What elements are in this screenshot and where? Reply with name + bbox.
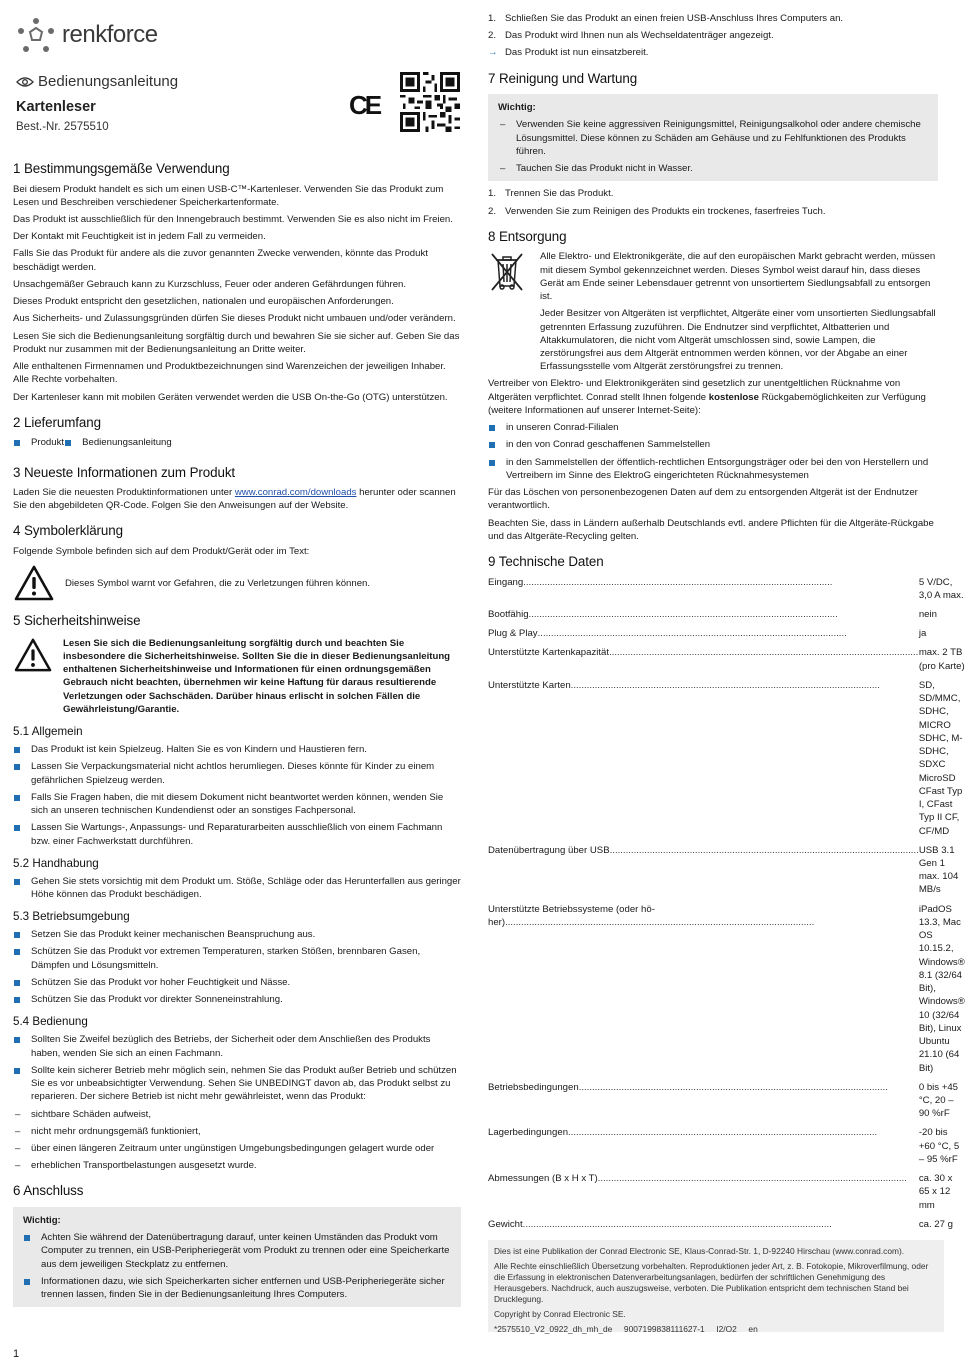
tech-data-key: [488, 844, 919, 903]
warning-triangle-icon: [13, 564, 55, 602]
dot-leader: [571, 679, 919, 692]
tech-data-key-label: Datenübertragung über USB: [488, 844, 610, 856]
tech-data-value: [919, 646, 965, 678]
connection-steps: [488, 12, 938, 60]
tech-data-row: [488, 844, 965, 903]
tech-data-key: [488, 903, 919, 1081]
paragraph: Alle Elektro- und Elektronikgeräte, die auf den europäischen Markt gebracht werden, müssen mit diesem Symbol gekennzeichnet werden. Dieses Symbol weist darauf hin, dass dieses Gerät am Ende seiner Lebensdauer getrennt von unsortiertem Siedlungsabfall zu entsorgen ist.: [540, 251, 936, 303]
paragraph: Falls Sie das Produkt für andere als die zuvor genannten Zwecke verwenden, könnte das Produkt beschädigt werden.: [13, 248, 428, 273]
paragraph: Dieses Produkt entspricht den gesetzlichen, nationalen und europäischen Anforderungen.: [13, 296, 394, 308]
qr-code-icon[interactable]: [400, 72, 460, 132]
tech-data-key-label: Eingang: [488, 576, 524, 588]
paragraph: Aus Sicherheits- und Zulassungsgründen dürfen Sie dieses Produkt nicht umbauen und/oder verändern.: [13, 313, 456, 325]
note-list: [23, 1231, 451, 1301]
paragraph: Alle enthaltenen Firmennamen und Produktbezeichnungen sind Warenzeichen der jeweiligen Inhaber. Alle Rechte vorbehalten.: [13, 361, 446, 386]
tech-data-key: [488, 1081, 919, 1127]
tech-data-key: [488, 679, 919, 844]
section-heading: 5 Sicherheitshinweise: [13, 613, 141, 629]
text: Vertreiber von Elektro- und Elektronikgeräten sind gesetzlich zur unentgeltlichen Rücknahme von Altgeräten verpflichtet. Conrad stellt Ihnen folgende: [488, 378, 901, 403]
paragraph: Folgende Symbole befinden sich auf dem Produkt/Gerät oder im Text:: [13, 545, 310, 557]
paragraph: Jeder Besitzer von Altgeräten ist verpflichtet, Altgeräte einer vom unsortierten Siedlungsabfall getrennten Erfassung zuzuführen. Die Endnutzer sind verpflichtet, Altbatterien und Altakkumulatoren, die nicht vom Altgerät umschlossen sind, sowie Lampen, die zerstörungsfrei aus dem Altgerät entnommen werden können, vor der Abgabe an einer Erfassungsstelle vom Altgerät zerstörungsfrei zu trennen.: [540, 308, 936, 373]
tech-data-value-line: max. 2 TB (pro Karte): [918, 647, 965, 672]
section-heading: 6 Anschluss: [13, 1183, 84, 1199]
tech-data-value: [919, 679, 965, 844]
dot-leader: [538, 627, 919, 640]
tech-data-row: [488, 646, 965, 678]
tech-data-key: [488, 576, 919, 608]
safety-warning: [13, 637, 461, 716]
symbol-row: [13, 564, 461, 602]
tech-data-value-line: 0 bis +45 °C, 20 – 90 %rF: [918, 1081, 959, 1120]
tech-data-key-label: Unterstützte Kartenkapazität: [488, 647, 610, 659]
cleaning-steps: [488, 187, 938, 217]
crossed-bin-icon: [488, 250, 526, 292]
weee-block: [488, 250, 938, 377]
tech-data-value: [919, 627, 965, 646]
return-options-list: [488, 421, 938, 482]
tech-data-value-line: 5 V/DC, 3,0 A max.: [918, 576, 964, 601]
tech-data-key-line: [488, 576, 919, 589]
tech-data-key-line: [488, 1081, 919, 1094]
warning-triangle-icon: [13, 637, 53, 673]
tech-data-key-line: [488, 627, 919, 640]
tech-data-value: [919, 1081, 965, 1127]
tech-data-row: [488, 1218, 965, 1237]
environment-list: [13, 928, 461, 1006]
paragraph: Der Kontakt mit Feuchtigkeit ist in jedem Fall zu vermeiden.: [13, 231, 266, 243]
list-item: Schützen Sie das Produkt vor hoher Feuchtigkeit und Nässe.: [13, 976, 461, 989]
left-column: [13, 0, 461, 1313]
tech-data-row: [488, 608, 965, 627]
section-heading: 4 Symbolerklärung: [13, 523, 123, 539]
list-item: – Verwenden Sie keine aggressiven Reinigungsmittel, Reinigungsalkohol oder andere chemische Lösungsmittel. Diese können zu Schäden am Gehäuse und zu Fehlfunktionen des Produkts führen.: [498, 118, 928, 158]
article-number: Best.-Nr. 2575510: [16, 121, 109, 133]
tech-data-row: [488, 627, 965, 646]
list-item: Bedienungsanleitung: [64, 436, 172, 449]
list-item: – über einen längeren Zeitraum unter ungünstigen Umgebungsbedingungen gelagert wurde oder: [13, 1142, 461, 1155]
paragraph: [13, 486, 461, 512]
tech-data-key-line: [488, 646, 919, 659]
list-item: – Tauchen Sie das Produkt nicht in Wasser.: [498, 162, 928, 175]
dot-leader: [609, 646, 919, 659]
tech-data-key-line: [488, 916, 919, 929]
step-number: 2.: [488, 205, 497, 217]
list-item: Achten Sie während der Datenübertragung darauf, unter keinen Umständen das Produkt vom Computer zu trennen, ein USB-Peripheriegerät vom Produkt zu trennen oder eine Speicherkarte aus dem jeweiligen Steckplatz zu entfernen.: [23, 1231, 451, 1271]
weee-text: [540, 250, 938, 377]
paragraph: [488, 377, 938, 417]
step-text: Trennen Sie das Produkt.: [505, 188, 614, 200]
list-item: Produkt: [13, 436, 64, 449]
list-item: in unseren Conrad-Filialen: [488, 421, 938, 434]
list-item: Setzen Sie das Produkt keiner mechanischen Beanspruchung aus.: [13, 928, 461, 941]
tech-data-row: [488, 1081, 965, 1127]
tech-data-key-label: Plug & Play: [488, 628, 538, 640]
subsection-heading: 5.4 Bedienung: [13, 1015, 88, 1029]
section-heading: 8 Entsorgung: [488, 228, 567, 244]
tech-data-row: [488, 679, 965, 844]
general-list: [13, 743, 461, 848]
list-item: Lassen Sie Verpackungsmaterial nicht achtlos herumliegen. Dieses könnte für Kinder zu einem gefährlichen Spielzeug werden.: [13, 760, 461, 786]
eye-icon: [16, 76, 34, 88]
section-heading: 7 Reinigung und Wartung: [488, 70, 638, 86]
step-text: Verwenden Sie zum Reinigen des Produkts ein trockenes, faserfreies Tuch.: [505, 205, 826, 217]
warning-text: Lesen Sie sich die Bedienungsanleitung sorgfältig durch und beachten Sie insbesondere die Sicherheitshinweise. Sollten Sie die in dieser Bedienungsanleitung enthaltenen Sicherheitshinweise und Informationen für einen ordnungsgemäßen Gebrauch nicht beachten, übernehmen wir keine Haftung für daraus resultierende Verletzungen oder Sachschäden. Darüber hinaus erlischt in solchen Fällen die Gewährleistung/Garantie.: [63, 637, 451, 715]
tech-data-key-label: Betriebsbedingungen: [488, 1081, 579, 1093]
tech-data-key-label: Abmessungen (B x H x T): [488, 1173, 598, 1185]
product-title: Kartenleser: [16, 99, 96, 115]
tech-data-key: [488, 646, 919, 678]
tech-data-value-line: ca. 27 g: [918, 1218, 953, 1230]
section-heading: 2 Lieferumfang: [13, 414, 101, 430]
tech-data-value: [919, 576, 965, 608]
symbol-description: Dieses Symbol warnt vor Gefahren, die zu Verletzungen führen können.: [65, 577, 371, 589]
step-text: Das Produkt wird Ihnen nun als Wechseldatenträger angezeigt.: [505, 30, 774, 42]
handling-list: [13, 875, 461, 901]
publisher-footer: [488, 1240, 944, 1332]
list-item: Schützen Sie das Produkt vor extremen Temperaturen, starken Stößen, brennbaren Gasen, Dämpfen und Lösungsmitteln.: [13, 945, 461, 971]
list-item: – nicht mehr ordnungsgemäß funktioniert,: [13, 1125, 461, 1138]
tech-data-key-line: [488, 844, 919, 857]
subsection-heading: 5.3 Betriebsumgebung: [13, 910, 130, 924]
tech-data-key-line: [488, 679, 919, 692]
dot-leader: [505, 916, 919, 929]
list-item: Informationen dazu, wie sich Speicherkarten sicher entfernen und USB-Peripheriegeräte sicher trennen lassen, finden Sie in der Bedienungsanleitung Ihres Computers.: [23, 1275, 451, 1301]
step-number: 2.: [488, 30, 497, 42]
dot-leader: [529, 608, 919, 621]
document-type: [16, 72, 178, 93]
tech-data-value-line: nein: [918, 609, 937, 620]
step-item: [488, 205, 938, 218]
paragraph: Beachten Sie, dass in Ländern außerhalb Deutschlands evtl. andere Pflichten für die Altgeräte-Rückgabe und das Altgeräte-Recycling gelten.: [488, 517, 934, 542]
dot-leader: [579, 1081, 919, 1094]
tech-data-value-line: CFast Typ I, CFast Typ II CF, CF/MD: [918, 785, 963, 837]
dot-leader: [523, 576, 919, 589]
tech-data-row: [488, 576, 965, 608]
note-title: Wichtig:: [23, 1214, 61, 1226]
tech-data-row: [488, 903, 965, 1081]
tech-data-value: [919, 1172, 965, 1218]
tech-data-key-label: her): [488, 916, 506, 928]
tech-data-key: [488, 1126, 919, 1172]
brand-name: renkforce: [62, 21, 158, 49]
step-text: Das Produkt ist nun einsatzbereit.: [505, 47, 649, 59]
tech-data-key-line: [488, 1126, 919, 1139]
step-item: [488, 29, 938, 42]
tech-data-value-line: USB 3.1 Gen 1 max. 104 MB/s: [918, 844, 959, 896]
arrow-right-icon: →: [488, 47, 498, 59]
paragraph: Bei diesem Produkt handelt es sich um einen USB-C™-Kartenleser. Verwenden Sie das Produkt zum Lesen und Beschreiben verschiedener Speicherkartenformate.: [13, 183, 444, 208]
section-1-body: [13, 183, 461, 404]
tech-data-value: [919, 844, 965, 903]
list-item: Gehen Sie stets vorsichtig mit dem Produkt um. Stöße, Schläge oder das Herunterfallen aus geringer Höhe können das Produkt beschädigen.: [13, 875, 461, 901]
step-text: Schließen Sie das Produkt an einen freien USB-Anschluss Ihres Computers an.: [505, 13, 844, 24]
tech-data-key-line: [488, 1172, 919, 1185]
footer-line: Copyright by Conrad Electronic SE.: [494, 1308, 626, 1319]
tech-data-value-line: -20 bis +60 °C, 5 – 95 %rF: [918, 1127, 960, 1165]
footer-line: *2575510_V2_0922_dh_mh_de 9007199838111627-1 I2/O2 en: [494, 1323, 758, 1334]
step-item: [488, 12, 938, 25]
brand-logo: [16, 16, 158, 54]
list-item: in den Sammelstellen der öffentlich-rechtlichen Entsorgungsträger oder bei den von Herstellern und Vertreibern im Sinne des ElektroG eingerichteten Rücknahmesystemen: [488, 456, 938, 482]
note-list: [498, 118, 928, 175]
tech-data-value: [919, 1218, 965, 1237]
important-note: [488, 94, 938, 181]
tech-data-key-label: Lagerbedingungen: [488, 1127, 569, 1139]
footer-line: Dies ist eine Publikation der Conrad Electronic SE, Klaus-Conrad-Str. 1, D-92240 Hirschau (www.conrad.com).: [494, 1246, 905, 1256]
tech-data-value: [919, 1126, 965, 1172]
tech-data-value-line: iPadOS 13.3, Mac OS 10.15.2, Windows® 8.1 (32/64 Bit), Windows® 10 (32/64 Bit), Linux Ubuntu 21.10 (64 Bit): [918, 903, 965, 1074]
dot-leader: [598, 1172, 919, 1185]
step-number: 1.: [488, 188, 497, 200]
tech-data-key: [488, 627, 919, 646]
subsection-heading: 5.1 Allgemein: [13, 725, 83, 739]
tech-data-key-label: Unterstützte Karten: [488, 679, 571, 691]
dot-leader: [610, 844, 919, 857]
list-item: Sollten Sie Zweifel bezüglich des Betriebs, der Sicherheit oder dem Anschließen des Produkts haben, wenden Sie sich an einen Fachmann.: [13, 1033, 461, 1059]
tech-data-value: [919, 608, 965, 627]
section-heading: 1 Bestimmungsgemäße Verwendung: [13, 161, 230, 176]
list-item: – erheblichen Transportbelastungen ausgesetzt wurde.: [13, 1159, 461, 1172]
dot-leader: [523, 1218, 919, 1231]
list-item: Das Produkt ist kein Spielzeug. Halten Sie es von Kindern und Haustieren fern.: [13, 743, 461, 756]
tech-data-value-line: SD, SD/MMC, SDHC, MICRO SDHC, M-SDHC, SDXC: [918, 679, 963, 771]
list-item: Schützen Sie das Produkt vor direkter Sonneneinstrahlung.: [13, 993, 461, 1006]
right-column: [488, 12, 965, 1237]
tech-data-row: [488, 1126, 965, 1172]
paragraph: Unsachgemäßer Gebrauch kann zu Kurzschluss, Feuer oder anderen Gefährdungen führen.: [13, 278, 407, 290]
list-item: Lassen Sie Wartungs-, Anpassungs- und Reparaturarbeiten ausschließlich von einem Fachmann bzw. einer Fachwerkstatt durchführen.: [13, 821, 461, 847]
text: Rückgabemöglichkeiten zur Verfügung (weitere Informationen auf unserer Internet-Seite):: [488, 391, 926, 416]
tech-data-key: [488, 1218, 919, 1237]
page-number: 1: [13, 1348, 20, 1360]
paragraph: Der Kartenleser kann mit mobilen Geräten verwendet werden die USB On-the-Go (OTG) unterstützen.: [13, 391, 448, 403]
document-type-label: Bedienungsanleitung: [38, 73, 179, 90]
document-header: [13, 0, 461, 150]
list-item: Sollte kein sicherer Betrieb mehr möglich sein, nehmen Sie das Produkt außer Betrieb und schützen Sie es vor unbeabsichtigter Verwendung. Sehen Sie UNBEDINGT davon ab, das Produkt selbst zu reparieren. Der sichere Betrieb ist nicht mehr gewährleistet, wenn das Produkt:: [13, 1064, 461, 1104]
tech-data-key-label: Gewicht: [488, 1218, 523, 1230]
tech-data-body: [488, 576, 965, 1238]
subsection-heading: 5.2 Handhabung: [13, 856, 99, 870]
tech-data-key: [488, 608, 919, 627]
renkforce-logo-icon: [16, 16, 56, 54]
note-title: Wichtig:: [498, 102, 536, 114]
dot-leader: [568, 1126, 919, 1139]
section-heading: 3 Neueste Informationen zum Produkt: [13, 464, 236, 480]
paragraph: Lesen Sie sich die Bedienungsanleitung sorgfältig durch und bewahren Sie sie sicher auf. Geben Sie das Produkt nur zusammen mit der Bedienungsanleitung an Dritte weiter.: [13, 330, 460, 355]
tech-data-key-line: Unterstützte Betriebssysteme (oder hö-: [488, 903, 655, 915]
tech-data-value-line: MicroSD: [918, 772, 956, 784]
tech-data-value: [919, 903, 965, 1081]
paragraph: Für das Löschen von personenbezogenen Daten auf dem zu entsorgenden Altgerät ist der Endnutzer verantwortlich.: [488, 487, 918, 512]
step-item: [488, 187, 938, 200]
delivery-contents-list: [13, 436, 461, 453]
tech-data-value-line: ca. 30 x 65 x 12 mm: [918, 1173, 953, 1211]
downloads-link[interactable]: www.conrad.com/downloads: [234, 487, 357, 499]
text: Laden Sie die neuesten Produktinformationen unter: [13, 487, 235, 499]
step-result: [488, 46, 938, 59]
bold-text: kostenlose: [708, 391, 759, 403]
tech-data-row: [488, 1172, 965, 1218]
tech-data-key-line: [488, 608, 919, 621]
section-heading: 9 Technische Daten: [488, 554, 604, 570]
operation-list: [13, 1033, 461, 1103]
list-item: in den von Conrad geschaffenen Sammelstellen: [488, 438, 938, 451]
important-note: [13, 1207, 461, 1307]
step-number: 1.: [488, 13, 497, 24]
condition-list: [13, 1108, 461, 1173]
paragraph: Das Produkt ist ausschließlich für den Innengebrauch bestimmt. Verwenden Sie es also nicht im Freien.: [13, 213, 453, 225]
footer-line: Alle Rechte einschließlich Übersetzung vorbehalten. Reproduktionen jeder Art, z. B. Fotokopie, Mikroverfilmung, oder die Erfassung in elektronischen Datenverarbeitungsanlagen, bedürfen der schriftlichen Genehmigung des Herausgebers. Nachdruck, auch auszugsweise, verboten. Die Publikation entspricht dem technischen Stand bei Drucklegung.: [494, 1260, 929, 1304]
ce-mark: CE: [349, 90, 380, 120]
tech-data-table: [488, 576, 965, 1238]
list-item: – sichtbare Schäden aufweist,: [13, 1108, 461, 1121]
tech-data-key-label: Bootfähig: [488, 609, 529, 620]
tech-data-key: [488, 1172, 919, 1218]
tech-data-key-line: [488, 1218, 919, 1231]
tech-data-value-line: ja: [918, 628, 927, 640]
text: herunter oder scannen Sie den abgebildeten QR-Code. Folgen Sie den Anweisungen auf der Website.: [13, 487, 456, 512]
list-item: Falls Sie Fragen haben, die mit diesem Dokument nicht beantwortet werden können, wenden Sie sich an unseren technischen Kundendienst oder an sonstiges Fachpersonal.: [13, 791, 461, 817]
